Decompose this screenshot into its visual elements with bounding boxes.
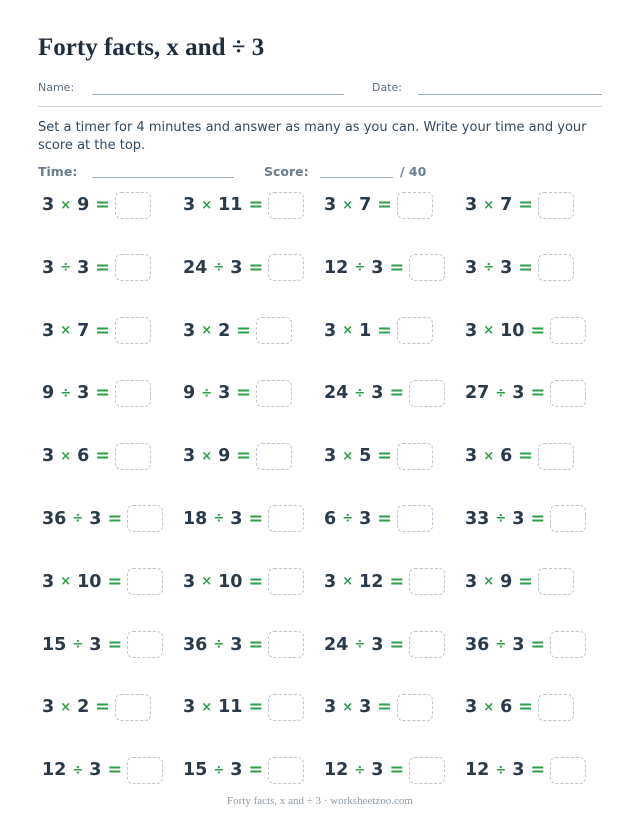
- answer-box[interactable]: [538, 694, 574, 721]
- operand-b: 10: [500, 320, 525, 341]
- problem-item: [324, 373, 465, 413]
- answer-box[interactable]: [409, 631, 445, 658]
- equals-sign: =: [518, 571, 533, 592]
- problem-item: [465, 373, 606, 413]
- problem-item: [465, 750, 606, 790]
- operand-a: 3: [42, 320, 55, 341]
- operand-a: 3: [183, 446, 196, 467]
- operand-b: 11: [218, 195, 243, 215]
- operand-b: 3: [371, 634, 384, 655]
- operand-b: 2: [77, 697, 90, 718]
- answer-box[interactable]: [397, 443, 433, 470]
- equals-sign: =: [95, 383, 110, 404]
- divide-sign: ÷: [495, 385, 507, 401]
- operand-b: 3: [89, 508, 102, 529]
- problem-item: [183, 436, 324, 476]
- divide-sign: ÷: [483, 260, 495, 276]
- operand-b: 11: [218, 697, 243, 718]
- equals-sign: =: [95, 195, 110, 215]
- answer-box[interactable]: [127, 505, 163, 532]
- problem-item: [183, 625, 324, 665]
- instructions-text: Set a timer for 4 minutes and answer as many as you can. Write your time and your score at the top.: [38, 120, 587, 153]
- multiply-sign: ×: [201, 323, 213, 339]
- operand-a: 36: [42, 508, 67, 529]
- operand-b: 3: [512, 383, 525, 404]
- divide-sign: ÷: [213, 511, 225, 527]
- operand-a: 12: [42, 760, 67, 781]
- problem-item: [324, 625, 465, 665]
- footer-credit: Forty facts, x and ÷ 3 · worksheetzoo.com: [227, 795, 413, 807]
- operand-b: 3: [230, 508, 243, 529]
- operand-a: 3: [183, 195, 196, 215]
- answer-box[interactable]: [256, 317, 292, 344]
- equals-sign: =: [107, 508, 123, 529]
- problem-item: [465, 248, 606, 288]
- name-field[interactable]: [92, 94, 344, 95]
- problem-item: [465, 311, 606, 351]
- multiply-sign: ×: [342, 448, 354, 464]
- header-divider: [38, 106, 602, 107]
- operand-a: 3: [465, 446, 478, 467]
- operand-b: 3: [359, 508, 372, 529]
- equals-sign: =: [248, 760, 264, 781]
- divide-sign: ÷: [72, 637, 84, 653]
- problem-item: [42, 687, 183, 727]
- problem-item: [183, 750, 324, 790]
- multiply-sign: ×: [483, 197, 495, 213]
- problem-item: [183, 248, 324, 288]
- multiply-sign: ×: [201, 448, 213, 464]
- operand-a: 3: [324, 571, 337, 592]
- multiply-sign: ×: [60, 574, 72, 590]
- answer-box[interactable]: [268, 192, 304, 219]
- equals-sign: =: [389, 634, 405, 655]
- problem-item: [42, 625, 183, 665]
- equals-sign: =: [236, 446, 251, 467]
- operand-b: 3: [359, 697, 372, 718]
- operand-a: 24: [183, 257, 208, 278]
- name-label: Name:: [38, 81, 75, 94]
- operand-b: 3: [218, 383, 231, 404]
- problem-item: [42, 373, 183, 413]
- worksheet-title: Forty facts, x and ÷ 3: [38, 34, 265, 61]
- operand-a: 36: [465, 634, 490, 655]
- divide-sign: ÷: [495, 637, 507, 653]
- operand-a: 9: [42, 383, 55, 404]
- problem-item: [324, 687, 465, 727]
- operand-a: 3: [324, 195, 337, 215]
- equals-sign: =: [389, 571, 405, 592]
- operand-b: 9: [218, 446, 231, 467]
- answer-box[interactable]: [256, 380, 292, 407]
- operand-a: 3: [465, 571, 478, 592]
- operand-a: 24: [324, 383, 349, 404]
- answer-box[interactable]: [397, 317, 433, 344]
- operand-a: 36: [183, 634, 208, 655]
- operand-a: 3: [42, 195, 55, 215]
- operand-b: 10: [218, 571, 243, 592]
- equals-sign: =: [518, 697, 533, 718]
- problem-item: [183, 311, 324, 351]
- operand-a: 3: [42, 697, 55, 718]
- equals-sign: =: [248, 571, 264, 592]
- problem-item: [324, 750, 465, 790]
- operand-a: 3: [324, 320, 337, 341]
- equals-sign: =: [248, 634, 264, 655]
- answer-box[interactable]: [538, 192, 574, 219]
- divide-sign: ÷: [354, 762, 366, 778]
- equals-sign: =: [248, 508, 264, 529]
- problem-item: [324, 499, 465, 539]
- problem-item: [42, 499, 183, 539]
- equals-sign: =: [107, 634, 123, 655]
- divide-sign: ÷: [60, 385, 72, 401]
- operand-b: 2: [218, 320, 231, 341]
- operand-a: 3: [42, 446, 55, 467]
- operand-a: 3: [183, 697, 196, 718]
- answer-box[interactable]: [397, 505, 433, 532]
- multiply-sign: ×: [483, 323, 495, 339]
- equals-sign: =: [389, 257, 405, 278]
- divide-sign: ÷: [354, 385, 366, 401]
- operand-b: 3: [512, 508, 525, 529]
- operand-b: 6: [77, 446, 90, 467]
- equals-sign: =: [107, 760, 123, 781]
- answer-box[interactable]: [268, 568, 304, 595]
- problem-item: [183, 185, 324, 225]
- answer-box[interactable]: [115, 192, 151, 219]
- score-label: Score:: [264, 164, 309, 179]
- operand-b: 3: [230, 257, 243, 278]
- problem-item: [465, 625, 606, 665]
- answer-box[interactable]: [397, 694, 433, 721]
- equals-sign: =: [377, 508, 392, 529]
- answer-box[interactable]: [268, 757, 304, 784]
- equals-sign: =: [530, 383, 546, 404]
- operand-a: 9: [183, 383, 196, 404]
- problem-item: [42, 750, 183, 790]
- equals-sign: =: [389, 383, 405, 404]
- date-label: Date:: [372, 81, 402, 94]
- operand-b: 12: [359, 571, 384, 592]
- operand-b: 3: [89, 760, 102, 781]
- answer-box[interactable]: [115, 380, 151, 407]
- answer-box[interactable]: [127, 631, 163, 658]
- equals-sign: =: [377, 320, 392, 341]
- divide-sign: ÷: [342, 511, 354, 527]
- equals-sign: =: [248, 257, 264, 278]
- date-field[interactable]: [418, 94, 602, 95]
- problem-item: [465, 687, 606, 727]
- problem-item: [465, 499, 606, 539]
- operand-b: 1: [359, 320, 372, 341]
- operand-b: 9: [500, 571, 513, 592]
- equals-sign: =: [389, 760, 405, 781]
- problem-item: [324, 248, 465, 288]
- time-label: Time:: [38, 164, 78, 179]
- operand-a: 3: [465, 195, 478, 215]
- multiply-sign: ×: [201, 197, 213, 213]
- operand-b: 10: [77, 571, 102, 592]
- operand-b: 3: [371, 760, 384, 781]
- problem-item: [42, 185, 183, 225]
- divide-sign: ÷: [354, 637, 366, 653]
- equals-sign: =: [377, 697, 392, 718]
- multiply-sign: ×: [60, 448, 72, 464]
- multiply-sign: ×: [342, 323, 354, 339]
- operand-a: 3: [183, 320, 196, 341]
- operand-a: 3: [324, 446, 337, 467]
- operand-a: 33: [465, 508, 490, 529]
- operand-b: 6: [500, 446, 513, 467]
- score-field[interactable]: [320, 177, 393, 178]
- multiply-sign: ×: [201, 699, 213, 715]
- operand-a: 18: [183, 508, 208, 529]
- equals-sign: =: [518, 257, 533, 278]
- equals-sign: =: [95, 446, 110, 467]
- equals-sign: =: [248, 195, 264, 215]
- equals-sign: =: [95, 697, 110, 718]
- answer-box[interactable]: [268, 631, 304, 658]
- answer-box[interactable]: [115, 317, 151, 344]
- operand-b: 7: [500, 195, 513, 215]
- answer-box[interactable]: [409, 757, 445, 784]
- operand-b: 9: [77, 195, 90, 215]
- problem-item: [465, 436, 606, 476]
- divide-sign: ÷: [213, 637, 225, 653]
- operand-b: 7: [359, 195, 372, 215]
- answer-box[interactable]: [409, 380, 445, 407]
- equals-sign: =: [518, 195, 533, 215]
- multiply-sign: ×: [483, 699, 495, 715]
- divide-sign: ÷: [495, 511, 507, 527]
- divide-sign: ÷: [213, 762, 225, 778]
- multiply-sign: ×: [342, 197, 354, 213]
- equals-sign: =: [248, 697, 264, 718]
- problem-item: [324, 562, 465, 602]
- answer-box[interactable]: [538, 254, 574, 281]
- answer-box[interactable]: [115, 443, 151, 470]
- answer-box[interactable]: [550, 380, 586, 407]
- equals-sign: =: [518, 446, 533, 467]
- answer-box[interactable]: [409, 568, 445, 595]
- operand-b: 7: [77, 320, 90, 341]
- operand-b: 3: [371, 383, 384, 404]
- problem-item: [42, 248, 183, 288]
- equals-sign: =: [95, 320, 110, 341]
- problem-item: [183, 373, 324, 413]
- equals-sign: =: [377, 446, 392, 467]
- answer-box[interactable]: [115, 694, 151, 721]
- problem-item: [42, 311, 183, 351]
- operand-b: 6: [500, 697, 513, 718]
- answer-box[interactable]: [538, 568, 574, 595]
- problem-item: [324, 311, 465, 351]
- problem-item: [183, 499, 324, 539]
- answer-box[interactable]: [268, 254, 304, 281]
- answer-box[interactable]: [268, 505, 304, 532]
- problem-item: [183, 687, 324, 727]
- operand-a: 12: [324, 760, 349, 781]
- operand-a: 15: [183, 760, 208, 781]
- operand-a: 3: [42, 257, 55, 278]
- multiply-sign: ×: [483, 574, 495, 590]
- operand-a: 6: [324, 508, 337, 529]
- problem-item: [183, 562, 324, 602]
- problem-item: [42, 436, 183, 476]
- problem-item: [324, 436, 465, 476]
- equals-sign: =: [530, 508, 546, 529]
- multiply-sign: ×: [201, 574, 213, 590]
- operand-b: 5: [359, 446, 372, 467]
- operand-b: 3: [371, 257, 384, 278]
- answer-box[interactable]: [127, 568, 163, 595]
- answer-box[interactable]: [256, 443, 292, 470]
- operand-b: 3: [77, 383, 90, 404]
- equals-sign: =: [107, 571, 123, 592]
- equals-sign: =: [530, 634, 546, 655]
- equals-sign: =: [377, 195, 392, 215]
- divide-sign: ÷: [354, 260, 366, 276]
- answer-box[interactable]: [550, 317, 586, 344]
- multiply-sign: ×: [60, 197, 72, 213]
- operand-a: 3: [42, 571, 55, 592]
- multiply-sign: ×: [342, 574, 354, 590]
- multiply-sign: ×: [60, 699, 72, 715]
- problem-grid: [42, 185, 602, 813]
- operand-b: 3: [512, 634, 525, 655]
- answer-box[interactable]: [538, 443, 574, 470]
- equals-sign: =: [236, 383, 251, 404]
- problem-item: [324, 185, 465, 225]
- equals-sign: =: [236, 320, 251, 341]
- equals-sign: =: [530, 760, 546, 781]
- operand-b: 3: [512, 760, 525, 781]
- equals-sign: =: [530, 320, 546, 341]
- problem-item: [465, 185, 606, 225]
- operand-b: 3: [230, 634, 243, 655]
- answer-box[interactable]: [550, 757, 586, 784]
- divide-sign: ÷: [72, 762, 84, 778]
- multiply-sign: ×: [483, 448, 495, 464]
- answer-box[interactable]: [550, 505, 586, 532]
- operand-b: 3: [89, 634, 102, 655]
- operand-a: 3: [324, 697, 337, 718]
- divide-sign: ÷: [213, 260, 225, 276]
- answer-box[interactable]: [397, 192, 433, 219]
- divide-sign: ÷: [60, 260, 72, 276]
- operand-a: 12: [324, 257, 349, 278]
- operand-a: 27: [465, 383, 490, 404]
- multiply-sign: ×: [342, 699, 354, 715]
- answer-box[interactable]: [127, 757, 163, 784]
- problem-item: [42, 562, 183, 602]
- operand-b: 3: [77, 257, 90, 278]
- divide-sign: ÷: [72, 511, 84, 527]
- operand-b: 3: [500, 257, 513, 278]
- equals-sign: =: [95, 257, 110, 278]
- operand-a: 3: [465, 697, 478, 718]
- operand-a: 12: [465, 760, 490, 781]
- operand-b: 3: [230, 760, 243, 781]
- answer-box[interactable]: [409, 254, 445, 281]
- divide-sign: ÷: [495, 762, 507, 778]
- multiply-sign: ×: [60, 323, 72, 339]
- operand-a: 3: [465, 257, 478, 278]
- operand-a: 3: [465, 320, 478, 341]
- answer-box[interactable]: [550, 631, 586, 658]
- divide-sign: ÷: [201, 385, 213, 401]
- answer-box[interactable]: [115, 254, 151, 281]
- operand-a: 15: [42, 634, 67, 655]
- answer-box[interactable]: [268, 694, 304, 721]
- problem-item: [465, 562, 606, 602]
- operand-a: 3: [183, 571, 196, 592]
- operand-a: 24: [324, 634, 349, 655]
- time-field[interactable]: [92, 177, 234, 178]
- score-total: / 40: [400, 164, 427, 179]
